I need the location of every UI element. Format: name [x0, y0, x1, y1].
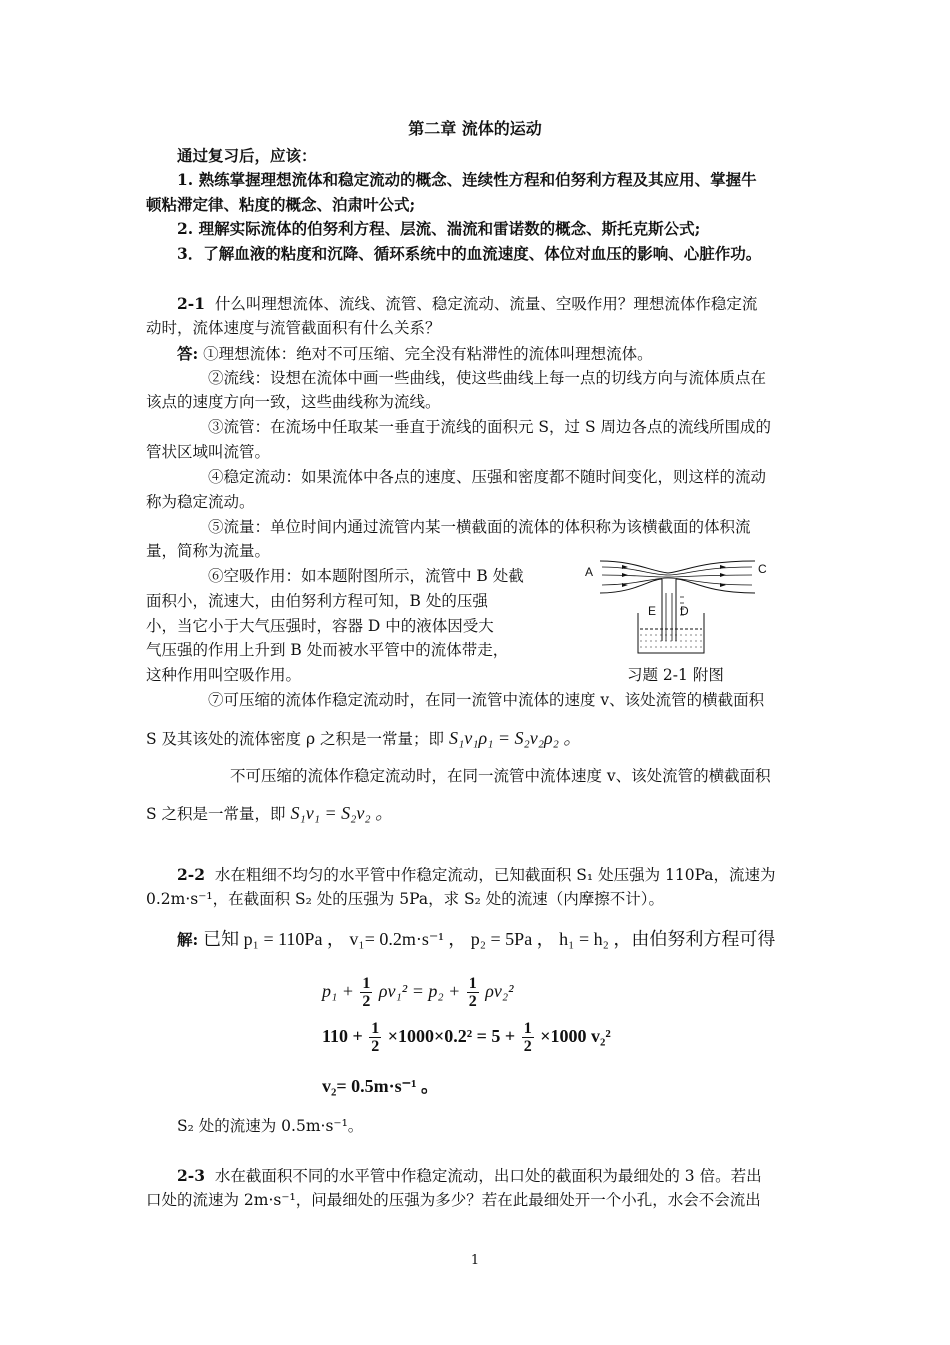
figure-caption: 习题 2-1 附图	[627, 666, 724, 684]
continuity-equation-incompressible: S₁v₁ = S₂v₂ 。	[290, 803, 394, 823]
answer-suction-a: ⑥空吸作用：如本题附图所示，流管中 B 处截	[208, 567, 524, 585]
half-fraction-1: $\frac{1}{2}$	[362, 975, 371, 1011]
vertical-tube	[662, 579, 676, 641]
answer-suction-d: 气压强的作用上升到 B 处而被水平管中的流体带走，	[146, 641, 509, 659]
inner-tube	[666, 593, 672, 641]
answer-continuity-b	[146, 728, 581, 749]
q1-answer-1	[177, 344, 653, 364]
q2-number: 2-2	[177, 865, 206, 884]
answer-streamline-a: ②流线：设想在流体中画一些曲线，使这些曲线上每一点的切线方向与流体质点在	[208, 369, 767, 387]
chapter-title: 第二章 流体的运动	[408, 119, 542, 138]
q2-conclusion: S₂ 处的流速为 0.5m·s⁻¹。	[177, 1117, 364, 1135]
eq1-rhs: ρv₂²	[485, 981, 514, 1001]
known-values: 已知 p₁ = 110Pa ， v₁= 0.2m·s⁻¹ ， p₂ = 5Pa ， h₁ = h₂ ，由伯努利方程可得	[203, 929, 776, 949]
q2-line-1	[177, 865, 776, 885]
objective-3: 3．了解血液的粘度和沉降、循环系统中的血流速度、体位对血压的影响、心脏作功。	[177, 244, 762, 263]
q1-text-1: 什么叫理想流体、流线、流管、稳定流动、流量、空吸作用？理想流体作稳定流	[214, 295, 758, 313]
half-fraction-4: $\frac{1}{2}$	[523, 1020, 532, 1056]
label-e: E	[648, 604, 657, 618]
answer-incompressible-b	[146, 803, 393, 824]
answer-steady-b: 称为稳定流动。	[146, 493, 255, 511]
answer-flowtube-a: ③流管：在流场中任取某一垂直于流线的面积元 S，过 S 周边各点的流线所围成的	[208, 418, 772, 436]
answer-incompressible-a: 不可压缩的流体作稳定流动时，在同一流管中流体速度 v、该处流管的横截面积	[230, 767, 771, 785]
label-c: C	[758, 562, 767, 576]
venturi-figure	[580, 553, 780, 663]
q1-text-2: 动时，流体速度与流管截面积有什么关系？	[146, 319, 441, 337]
q2-text-1: 水在粗细不均匀的水平管中作稳定流动，已知截面积 S₁ 处压强为 110Pa，流速为	[214, 866, 776, 884]
continuity-equation-compressible: S₁v₁ρ₁ = S₂v₂ρ₂ 。	[448, 728, 582, 748]
half-fraction-3: $\frac{1}{2}$	[371, 1020, 380, 1056]
q3-number: 2-3	[177, 1166, 206, 1185]
answer-suction-c: 小，当它小于大气压强时，容器 D 中的液体因受大	[146, 617, 494, 635]
eq2-rhs: ×1000 v₂²	[540, 1026, 611, 1046]
liquid-hatch	[640, 635, 702, 647]
arrow-2	[622, 573, 628, 577]
eq1-lhs: p₁ +	[322, 981, 354, 1001]
objective-1a: 1. 熟练掌握理想流体和稳定流动的概念、连续性方程和伯努利方程及其应用、掌握牛	[177, 170, 757, 189]
q2-solution-known	[177, 929, 775, 950]
answer-flow-rate-a: ⑤流量：单位时间内通过流管内某一横截面的流体的体积称为该横截面的体积流	[208, 518, 751, 536]
incompressible-text: S 之积是一常量，即	[146, 805, 286, 823]
half-fraction-2: $\frac{1}{2}$	[468, 975, 477, 1011]
result-equation: v₂= 0.5m·s⁻¹ 。	[322, 1076, 440, 1096]
q3-line-1	[177, 1166, 762, 1186]
page-number: 1	[470, 1253, 480, 1268]
answer-label: 答:	[177, 344, 199, 363]
answer-streamline-b: 该点的速度方向一致，这些曲线称为流线。	[146, 393, 441, 411]
bernoulli-equation	[322, 972, 514, 1010]
arrow-5	[720, 573, 726, 577]
q1-number: 2-1	[177, 294, 206, 313]
continuity-text: S 及其该处的流体密度 ρ 之积是一常量；即	[146, 730, 445, 748]
eq2-lhs: 110 +	[322, 1026, 363, 1046]
answer-steady-a: ④稳定流动：如果流体中各点的速度、压强和密度都不随时间变化，则这样的流动	[208, 468, 767, 486]
eq1-mid: ρv₁² = p₂ +	[378, 981, 461, 1001]
solution-label: 解:	[177, 930, 199, 949]
substituted-equation	[322, 1017, 611, 1055]
q3-text-1: 水在截面积不同的水平管中作稳定流动，出口处的截面积为最细处的 3 倍。若出	[214, 1167, 762, 1185]
q2-text-2: 0.2m·s⁻¹，在截面积 S₂ 处的压强为 5Pa，求 S₂ 处的流速（内摩擦不计）。	[146, 890, 665, 908]
answer-suction-b: 面积小，流速大，由伯努利方程可知，B 处的压强	[146, 592, 488, 610]
answer-suction-e: 这种作用叫空吸作用。	[146, 666, 302, 684]
label-d: D	[680, 604, 689, 618]
intro-line: 通过复习后，应该：	[177, 146, 317, 165]
objective-2: 2. 理解实际流体的伯努利方程、层流、湍流和雷诺数的概念、斯托克斯公式;	[177, 219, 701, 238]
label-a: A	[585, 565, 594, 579]
objective-1b: 顿粘滞定律、粘度的概念、泊肃叶公式;	[146, 195, 416, 214]
answer-flowtube-b: 管状区域叫流管。	[146, 443, 271, 461]
eq2-mid: ×1000×0.2² = 5 +	[387, 1026, 516, 1046]
q1-line-1	[177, 294, 757, 314]
q3-text-2: 口处的流速为 2m·s⁻¹，问最细处的压强为多少？若在此最细处开一个小孔，水会不会流出	[146, 1191, 761, 1209]
answer-ideal-fluid: ①理想流体：绝对不可压缩、完全没有粘滞性的流体叫理想流体。	[203, 345, 653, 363]
answer-continuity-a: ⑦可压缩的流体作稳定流动时，在同一流管中流体的速度 v、该处流管的横截面积	[208, 691, 765, 709]
answer-flow-rate-b: 量，简称为流量。	[146, 542, 271, 560]
